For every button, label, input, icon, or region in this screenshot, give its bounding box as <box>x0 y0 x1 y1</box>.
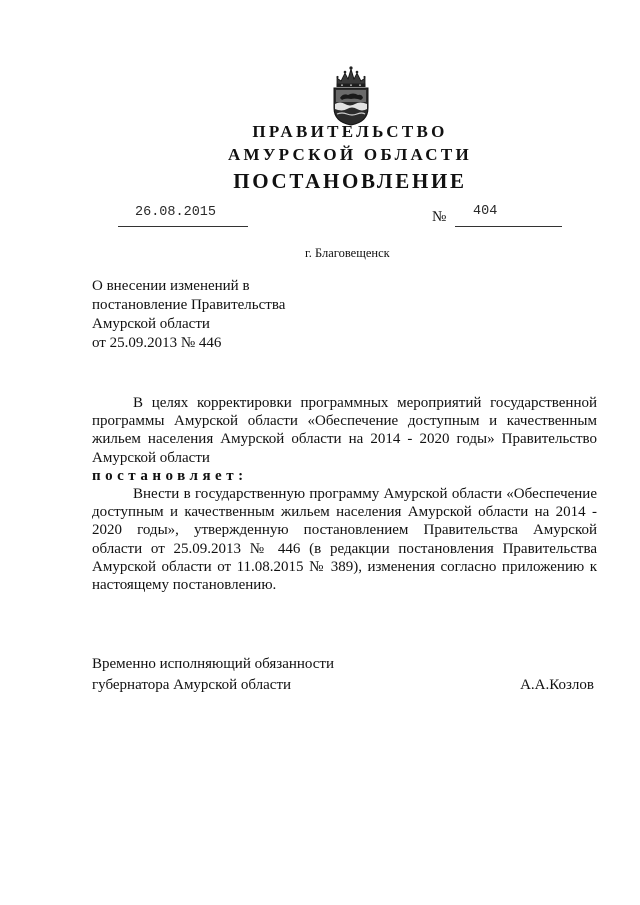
decision-line: Амурской области от 11.08.2015 № 389), изменения согласно приложению к <box>92 558 597 575</box>
document-number: 404 <box>473 204 498 219</box>
document-date: 26.08.2015 <box>135 205 217 220</box>
document-body <box>92 394 597 594</box>
subject-line: постановление Правительства <box>92 297 286 313</box>
signatory-position-line1: Временно исполняющий обязанности <box>92 656 335 672</box>
decision-line: Внести в государственную программу Амурской области «Обеспечение <box>133 486 597 503</box>
signatory-position <box>92 654 334 696</box>
date-underline <box>118 226 248 227</box>
document-subject <box>92 277 285 353</box>
preamble-line: жильем населения Амурской области на 2014 - 2020 годы» Правительство <box>92 431 597 448</box>
government-name-line1: ПРАВИТЕЛЬСТВО <box>252 122 448 141</box>
resolves-keyword: постановляет: <box>92 467 248 484</box>
decision-line: 2020 годы», утвержденную постановлением Правительства Амурской <box>92 522 597 539</box>
signatory-position-line2: губернатора Амурской области <box>92 677 292 693</box>
signatory-name: А.А.Козлов <box>520 677 594 693</box>
subject-line: Амурской области <box>92 316 210 332</box>
number-sign: № <box>432 209 447 225</box>
subject-line: О внесении изменений в <box>92 278 250 294</box>
decision-line: настоящему постановлению. <box>92 577 277 594</box>
number-underline <box>455 226 562 227</box>
decision-line: доступным и качественным жильем населения Амурской области на 2014 - <box>92 504 597 521</box>
coat-of-arms-icon <box>328 64 374 126</box>
preamble-line: Амурской области <box>92 449 210 466</box>
preamble-line: В целях корректировки программных мероприятий государственной <box>133 395 597 411</box>
preamble-line: программы Амурской области «Обеспечение доступным и качественным <box>92 413 597 430</box>
decision-line: области от 25.09.2013 № 446 (в редакции постановления Правительства <box>92 540 597 557</box>
government-name-line2: АМУРСКОЙ ОБЛАСТИ <box>227 145 473 164</box>
document-type-title: ПОСТАНОВЛЕНИЕ <box>233 169 467 193</box>
city-name: г. Благовещенск <box>305 246 390 260</box>
subject-line: от 25.09.2013 № 446 <box>92 335 222 351</box>
